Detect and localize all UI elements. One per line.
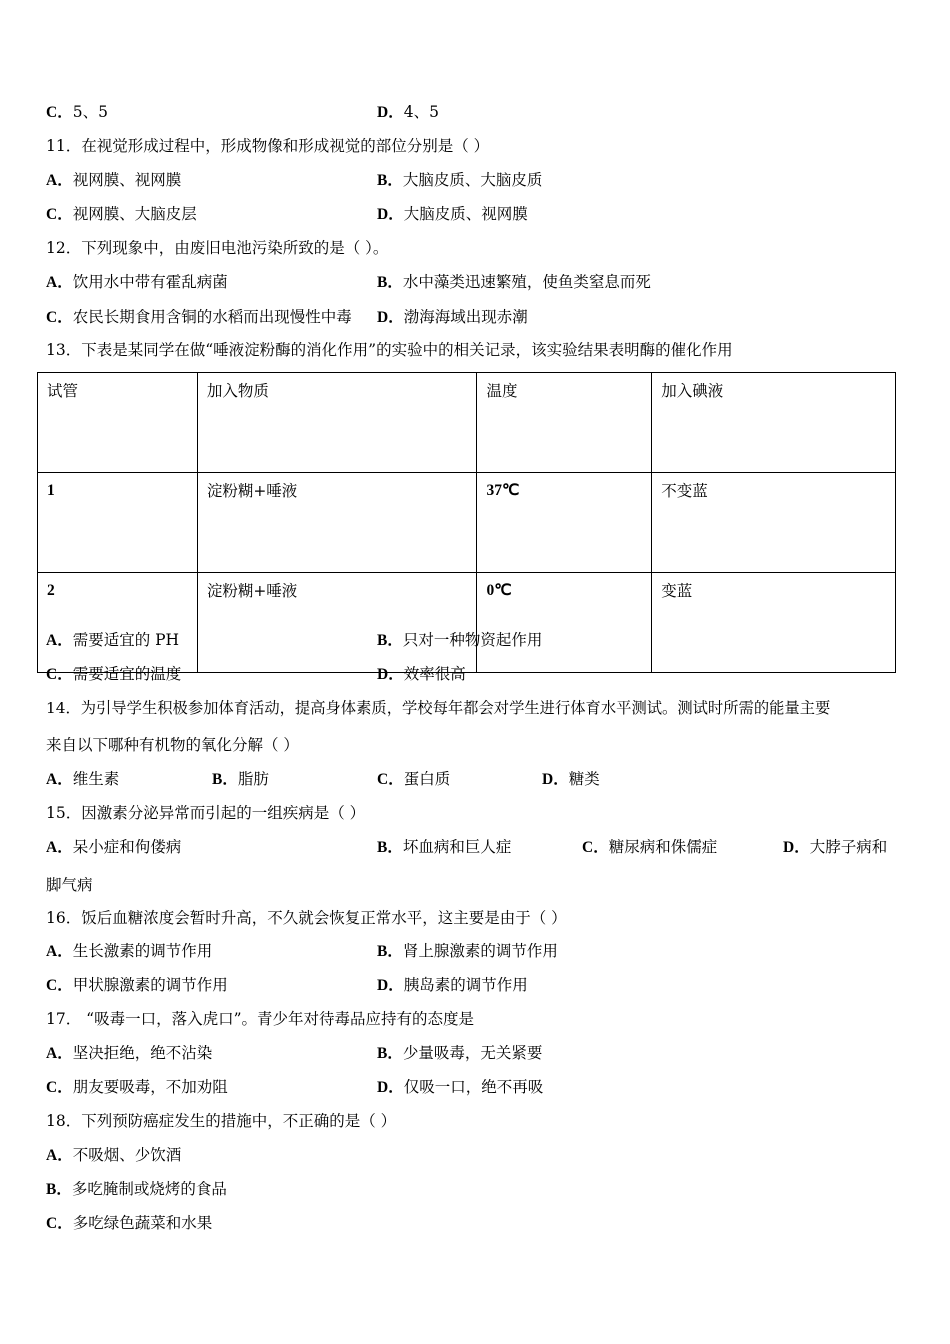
q15-option-d: D．大脖子病和 bbox=[783, 838, 888, 856]
q12-option-d: D．渤海海域出现赤潮 bbox=[377, 308, 528, 326]
table-cell: 淀粉糊+唾液 bbox=[197, 473, 477, 573]
q18-option-b: B．多吃腌制或烧烤的食品 bbox=[46, 1180, 227, 1198]
experiment-table bbox=[37, 372, 896, 673]
q15-stem: 15．因激素分泌异常而引起的一组疾病是（ ） bbox=[46, 804, 366, 822]
q16-option-c: C．甲状腺激素的调节作用 bbox=[46, 976, 228, 994]
q12-option-b: B．水中藻类迅速繁殖，使鱼类窒息而死 bbox=[377, 273, 651, 291]
table-header-cell: 温度 bbox=[477, 373, 652, 473]
table-header-cell: 加入碘液 bbox=[652, 373, 896, 473]
q18-option-c: C．多吃绿色蔬菜和水果 bbox=[46, 1214, 213, 1232]
q16-option-d: D．胰岛素的调节作用 bbox=[377, 976, 528, 994]
table-cell: 0℃ bbox=[477, 573, 652, 673]
table-header-cell: 加入物质 bbox=[197, 373, 477, 473]
q14-stem-line2: 来自以下哪种有机物的氧化分解（ ） bbox=[46, 736, 299, 754]
q13-option-d: D．效率很高 bbox=[377, 665, 466, 683]
q14-option-a: A．维生素 bbox=[46, 770, 120, 788]
q18-stem: 18．下列预防癌症发生的措施中，不正确的是（ ） bbox=[46, 1112, 397, 1130]
q13-stem: 13．下表是某同学在做“唾液淀粉酶的消化作用”的实验中的相关记录，该实验结果表明酶的催化作用 bbox=[46, 341, 733, 359]
table-cell: 淀粉糊+唾液 bbox=[197, 573, 477, 673]
q11-option-b: B．大脑皮质、大脑皮质 bbox=[377, 171, 543, 189]
q17-option-b: B．少量吸毒，无关紧要 bbox=[377, 1044, 543, 1062]
q14-stem-line1: 14．为引导学生积极参加体育活动，提高身体素质，学校每年都会对学生进行体育水平测试。测试时所需的能量主要 bbox=[46, 699, 831, 717]
table-row bbox=[38, 473, 896, 573]
table-header-row bbox=[38, 373, 896, 473]
q16-option-b: B．肾上腺激素的调节作用 bbox=[377, 942, 558, 960]
q17-stem: 17． “吸毒一口，落入虎口”。青少年对待毒品应持有的态度是 bbox=[46, 1010, 475, 1028]
q16-option-a: A．生长激素的调节作用 bbox=[46, 942, 213, 960]
q15-option-d-continued: 脚气病 bbox=[46, 876, 93, 894]
q11-option-d: D．大脑皮质、视网膜 bbox=[377, 205, 528, 223]
table-cell: 37℃ bbox=[477, 473, 652, 573]
q11-stem: 11．在视觉形成过程中，形成物像和形成视觉的部位分别是（ ） bbox=[46, 137, 490, 155]
q13-option-c: C．需要适宜的温度 bbox=[46, 665, 182, 683]
q15-option-c: C．糖尿病和侏儒症 bbox=[582, 838, 718, 856]
q17-option-d: D．仅吸一口，绝不再吸 bbox=[377, 1078, 544, 1096]
q14-option-d: D．糖类 bbox=[542, 770, 600, 788]
table-header-cell: 试管 bbox=[38, 373, 198, 473]
table-cell: 不变蓝 bbox=[652, 473, 896, 573]
q10-option-d: D．4、5 bbox=[377, 103, 439, 121]
q14-option-b: B．脂肪 bbox=[212, 770, 269, 788]
q15-option-b: B．坏血病和巨人症 bbox=[377, 838, 512, 856]
q10-option-c: C．5、5 bbox=[46, 103, 108, 121]
q15-option-a: A．呆小症和佝偻病 bbox=[46, 838, 182, 856]
table-cell: 变蓝 bbox=[652, 573, 896, 673]
q14-option-c: C．蛋白质 bbox=[377, 770, 451, 788]
q17-option-a: A．坚决拒绝，绝不沾染 bbox=[46, 1044, 213, 1062]
q11-option-a: A．视网膜、视网膜 bbox=[46, 171, 182, 189]
q12-stem: 12．下列现象中，由废旧电池污染所致的是（ ）。 bbox=[46, 239, 389, 257]
q16-stem: 16．饭后血糖浓度会暂时升高，不久就会恢复正常水平，这主要是由于（ ） bbox=[46, 909, 567, 927]
q17-option-c: C．朋友要吸毒，不加劝阻 bbox=[46, 1078, 228, 1096]
q11-option-c: C．视网膜、大脑皮层 bbox=[46, 205, 197, 223]
q12-option-c: C．农民长期食用含铜的水稻而出现慢性中毒 bbox=[46, 308, 352, 326]
q13-option-b: B．只对一种物资起作用 bbox=[377, 631, 543, 649]
q12-option-a: A．饮用水中带有霍乱病菌 bbox=[46, 273, 228, 291]
q18-option-a: A．不吸烟、少饮酒 bbox=[46, 1146, 182, 1164]
table-cell: 1 bbox=[38, 473, 198, 573]
table-cell: 2 bbox=[38, 573, 198, 673]
table-row bbox=[38, 573, 896, 673]
q13-option-a: A．需要适宜的 PH bbox=[46, 631, 180, 649]
